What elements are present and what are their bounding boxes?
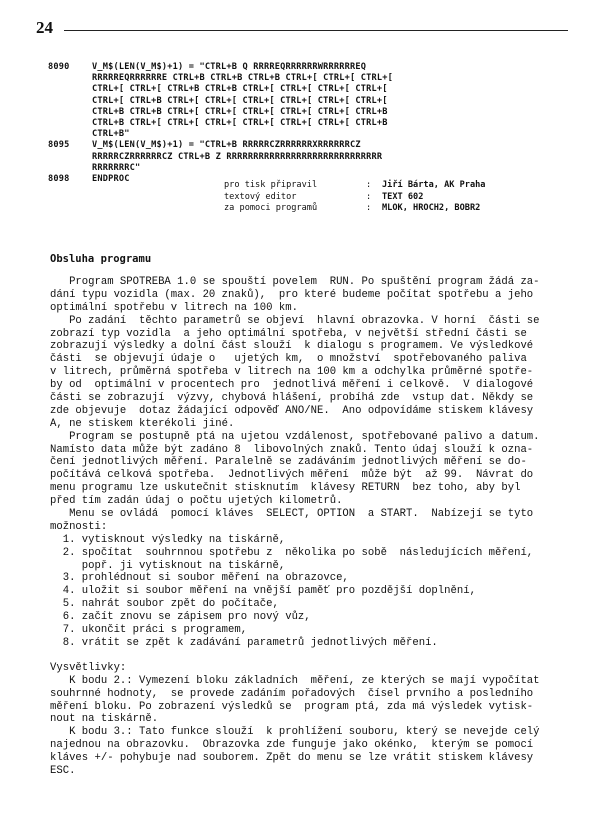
section-title: Obsluha programu (50, 253, 152, 265)
code-line-number: 8095 (48, 140, 70, 151)
paragraph-line: zobrazí typ vozidla a jeho optimální spotřeba, v největší střední části se (50, 327, 527, 340)
paragraph-line: části se zobrazují výzvy, chybová hlášení, probíhá zde vstup dat. Někdy se (50, 392, 534, 405)
paragraph-line: by od optimální v procentech pro jednotlivá měření i celkově. V dialogové (50, 379, 534, 392)
menu-item: 7. ukončit práci s programem, (50, 624, 248, 637)
code-line-text: CTRL+B CTRL+B CTRL+[ CTRL+[ CTRL+[ CTRL+[ CTRL+[ CTRL+B (92, 106, 388, 117)
paragraph-line: Menu se ovládá pomocí kláves SELECT, OPTION a START. Nabízejí se tyto (50, 508, 534, 521)
code-line-text: V_M$(LEN(V_M$)+1) = "CTRL+B RRRRRCZRRRRRRXRRRRRRCZ (92, 140, 361, 151)
paragraph-line: Namísto data může být zadáno 8 libovolných znaků. Tento údaj slouží k ozna- (50, 443, 534, 456)
menu-item: 8. vrátit se zpět k zadávání parametrů jednotlivých měření. (50, 636, 438, 649)
code-line-text: CTRL+B" (92, 129, 130, 140)
code-line (48, 152, 568, 163)
code-line (48, 163, 568, 174)
code-line-number (48, 129, 92, 140)
explanation-line: ESC. (50, 764, 76, 777)
paragraph-line: Program se postupně ptá na ujetou vzdálenost, spotřebované palivo a datum. (50, 430, 540, 443)
menu-item: 1. vytisknout výsledky na tiskárně, (50, 533, 286, 546)
code-line-number (48, 73, 92, 84)
paragraph-line: menu programu lze uskutečnit stisknutím klávesy RETURN bez toho, aby byl (50, 482, 521, 495)
credit-label: textový editor (224, 191, 297, 202)
credit-label: za pomoci programů (224, 203, 318, 213)
code-line-text: CTRL+[ CTRL+[ CTRL+B CTRL+B CTRL+[ CTRL+[ CTRL+[ CTRL+[ (92, 84, 388, 95)
credit-separator: : (366, 180, 377, 190)
credit-row (224, 203, 485, 215)
code-line-number (48, 118, 92, 129)
code-line (48, 73, 568, 84)
body-text (50, 276, 570, 778)
code-line-text: RRRRRRRC" (92, 162, 141, 173)
paragraph-line: v litrech, průměrná spotřeba v litrech na 100 km a odchylka průměrné spotře- (50, 366, 534, 379)
explanation-line: nout na tiskárně. (50, 713, 159, 726)
code-line-number (48, 96, 92, 107)
credits-block (224, 180, 485, 215)
credit-row (224, 192, 485, 204)
code-line-text: CTRL+B CTRL+[ CTRL+[ CTRL+[ CTRL+[ CTRL+[ CTRL+[ CTRL+B (92, 118, 388, 129)
explanations-title: Vysvětlivky: (50, 661, 127, 674)
credit-separator: : (366, 191, 377, 202)
code-line-number (48, 84, 92, 95)
paragraph-line: možnosti: (50, 520, 108, 533)
paragraph-line: zde objevuje dotaz žádající odpověď ANO/NE. Ano odpovídáme stiskem klávesy (50, 404, 534, 417)
explanation-line: najednou na obrazovku. Obrazovka zde funguje jako okénko, kterým se pomocí (50, 739, 534, 752)
paragraph-line: Program SPOTREBA 1.0 se spouští povelem RUN. Po spuštění program žádá za- (50, 276, 540, 288)
header-rule (64, 30, 568, 31)
paragraph-line: počítává celková spotřeba. Jednotlivých měření může být až 99. Návrat do (50, 469, 534, 482)
explanation-line: kláves +/- pohybuje nad souborem. Zpět do menu se lze vrátit stiskem klávesy (50, 752, 534, 765)
paragraph-line: Po zadání těchto parametrů se objeví hlavní obrazovka. V horní části se (50, 314, 540, 327)
explanation-line: měření bloku. Po zobrazení výsledků se program ptá, zda má výsledek vytisk- (50, 700, 534, 713)
menu-item: 6. začít znovu se zápisem pro nový vůz, (50, 611, 311, 624)
code-line-number (48, 107, 92, 118)
menu-item: 5. nahrát soubor zpět do počítače, (50, 598, 279, 611)
credit-value: MLOK, HROCH2, BOBR2 (382, 203, 481, 213)
code-line-text: RRRRRCZRRRRRRCZ CTRL+B Z RRRRRRRRRRRRRRRRRRRRRRRRRRRRR (92, 151, 383, 162)
paragraph-line: A, ne stiskem kterékoli jiné. (50, 417, 235, 430)
credit-separator: : (366, 203, 377, 213)
code-line-number: 8098 (48, 174, 70, 185)
page-number: 24 (36, 18, 53, 37)
menu-item: popř. ji vytisknout na tiskárně, (50, 559, 286, 572)
code-line (48, 107, 568, 118)
explanation-line: K bodu 2.: Vymezení bloku základních měření, ze kterých se mají vypočítat (50, 674, 540, 687)
code-line-text: RRRRREQRRRRRRE CTRL+B CTRL+B CTRL+B CTRL+[ CTRL+[ CTRL+[ (92, 73, 393, 84)
paragraph-gap (50, 650, 570, 662)
code-line-number (48, 163, 92, 174)
code-line (48, 62, 568, 73)
code-line-text: V_M$(LEN(V_M$)+1) = "CTRL+B Q RRRREQRRRRRRWRRRRRREQ (92, 62, 367, 72)
credit-value: TEXT 602 (382, 191, 424, 202)
code-line-number (48, 152, 92, 163)
credit-label: pro tisk připravil (224, 180, 318, 190)
code-line (48, 129, 568, 140)
explanation-line: K bodu 3.: Tato funkce slouží k prohlížení souboru, který se nevejde celý (50, 726, 540, 739)
paragraph-line: čení jednotlivých měření. Paralelně se zadáváním jednotlivých měření se do- (50, 456, 527, 469)
credit-row (224, 180, 485, 192)
paragraph-line: zobrazují výsledky a dolní část slouží k dialogu s programem. Ve výsledkové (50, 340, 534, 353)
paragraph-line: optimální spotřebu v litrech na 100 km. (50, 301, 298, 314)
code-line-text: ENDPROC (92, 174, 130, 185)
paragraph-line: před tím zadán údaj o počtu ujetých kilometrů. (50, 495, 343, 508)
code-line (48, 84, 568, 95)
code-line (48, 140, 568, 151)
credit-value: Jiří Bárta, AK Praha (382, 180, 486, 190)
paragraph-line: části se objevují údaje o ujetých km, o množství spotřebovaného paliva (50, 353, 527, 366)
code-line (48, 118, 568, 129)
menu-item: 3. prohlédnout si soubor měření na obrazovce, (50, 572, 349, 585)
code-line-text: CTRL+[ CTRL+B CTRL+[ CTRL+[ CTRL+[ CTRL+[ CTRL+[ CTRL+[ (92, 95, 388, 106)
code-listing (48, 62, 568, 185)
menu-item: 4. uložit si soubor měření na vnější paměť pro pozdější doplnění, (50, 585, 476, 598)
paragraph-line: dání typu vozidla (max. 20 znaků), pro které budeme počítat spotřebu a jeho (50, 288, 534, 301)
menu-item: 2. spočítat souhrnnou spotřebu z několika po sobě následujících měření, (50, 546, 534, 559)
code-line-number: 8090 (48, 62, 70, 72)
explanation-line: souhrnné hodnoty, se provede zadáním pořadových čísel prvního a posledního (50, 687, 534, 700)
code-line (48, 96, 568, 107)
